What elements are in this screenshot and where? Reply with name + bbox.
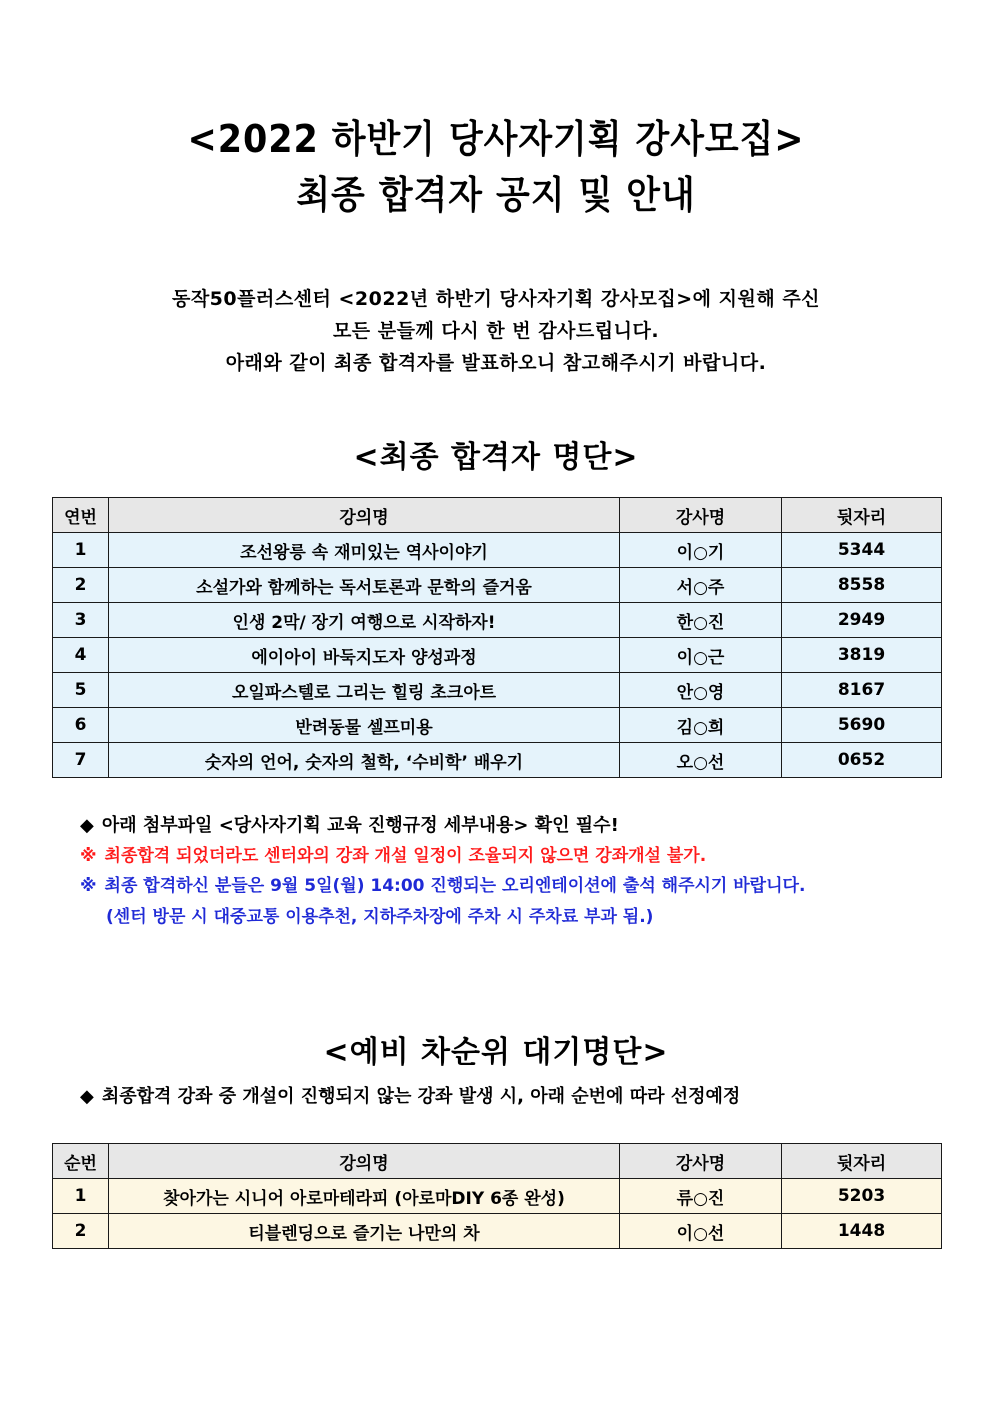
row-instructor: 이○기: [620, 533, 782, 568]
reserve-list-subtitle: [80, 1088, 740, 1106]
orientation-note-text: 최종 합격하신 분들은 9월 5일(월) 14:00 진행되는 오리엔테이션에 출석 해주시기 바랍니다.: [104, 876, 806, 896]
row-lecture: 오일파스텔로 그리는 힐링 초크아트: [109, 673, 620, 708]
diamond-bullet-icon: ◆: [80, 815, 94, 836]
row-digits: 1448: [782, 1214, 942, 1249]
row-instructor: 안○영: [620, 673, 782, 708]
header-instructor: 강사명: [620, 1144, 782, 1179]
row-no: 6: [53, 708, 109, 743]
row-digits: 8558: [782, 568, 942, 603]
attachment-note: [80, 817, 619, 835]
row-digits: 5690: [782, 708, 942, 743]
reference-mark-icon: ※: [80, 876, 97, 896]
table-row: [53, 1179, 942, 1214]
table-row: [53, 673, 942, 708]
row-digits: 3819: [782, 638, 942, 673]
attachment-note-text: 아래 첨부파일 <당사자기획 교육 진행규정 세부내용> 확인 필수!: [101, 815, 619, 836]
row-lecture: 인생 2막/ 장기 여행으로 시작하자!: [109, 603, 620, 638]
reserve-list-table: [52, 1143, 942, 1249]
row-lecture: 에이아이 바둑지도자 양성과정: [109, 638, 620, 673]
row-lecture: 찾아가는 시니어 아로마테라피 (아로마DIY 6종 완성): [109, 1179, 620, 1214]
table-header-row: [53, 1144, 942, 1179]
header-lecture: 강의명: [109, 1144, 620, 1179]
row-instructor: 이○선: [620, 1214, 782, 1249]
table-row: [53, 638, 942, 673]
row-instructor: 오○선: [620, 743, 782, 778]
header-digits: 뒷자리: [782, 1144, 942, 1179]
header-no: 순번: [53, 1144, 109, 1179]
row-digits: 5203: [782, 1179, 942, 1214]
row-no: 2: [53, 1214, 109, 1249]
row-no: 7: [53, 743, 109, 778]
header-no: 연번: [53, 498, 109, 533]
intro-line1: 동작50플러스센터 <2022년 하반기 당사자기획 강사모집>에 지원해 주신: [171, 288, 821, 310]
intro-line3: 아래와 같이 최종 합격자를 발표하오니 참고해주시기 바랍니다.: [225, 352, 767, 374]
row-digits: 0652: [782, 743, 942, 778]
parking-note: (센터 방문 시 대중교통 이용추천, 지하주차장에 주차 시 주차료 부과 됨.): [106, 907, 654, 927]
row-lecture: 조선왕릉 속 재미있는 역사이야기: [109, 533, 620, 568]
table-row: [53, 1214, 942, 1249]
table-row: [53, 533, 942, 568]
warning-note: [80, 848, 706, 865]
row-no: 5: [53, 673, 109, 708]
table-row: [53, 568, 942, 603]
table-header-row: [53, 498, 942, 533]
reserve-list-title: <예비 차순위 대기명단>: [323, 1035, 669, 1070]
header-lecture: 강의명: [109, 498, 620, 533]
row-no: 4: [53, 638, 109, 673]
row-instructor: 이○근: [620, 638, 782, 673]
row-lecture: 숫자의 언어, 숫자의 철학, ‘수비학’ 배우기: [109, 743, 620, 778]
row-digits: 8167: [782, 673, 942, 708]
row-lecture: 반려동물 셀프미용: [109, 708, 620, 743]
diamond-bullet-icon: ◆: [80, 1086, 94, 1107]
final-list-title: <최종 합격자 명단>: [353, 440, 639, 475]
reserve-subtitle-text: 최종합격 강좌 중 개설이 진행되지 않는 강좌 발생 시, 아래 순번에 따라 선정예정: [101, 1086, 741, 1107]
table-row: [53, 708, 942, 743]
intro-line2: 모든 분들께 다시 한 번 감사드립니다.: [332, 320, 660, 342]
row-instructor: 서○주: [620, 568, 782, 603]
row-digits: 2949: [782, 603, 942, 638]
table-row: [53, 743, 942, 778]
row-no: 2: [53, 568, 109, 603]
row-digits: 5344: [782, 533, 942, 568]
table-row: [53, 603, 942, 638]
document-title-line2: 최종 합격자 공지 및 안내: [296, 173, 696, 217]
row-no: 1: [53, 533, 109, 568]
header-instructor: 강사명: [620, 498, 782, 533]
row-lecture: 티블렌딩으로 즐기는 나만의 차: [109, 1214, 620, 1249]
row-instructor: 한○진: [620, 603, 782, 638]
row-instructor: 김○희: [620, 708, 782, 743]
reference-mark-icon: ※: [80, 846, 97, 866]
row-no: 1: [53, 1179, 109, 1214]
row-no: 3: [53, 603, 109, 638]
warning-note-text: 최종합격 되었더라도 센터와의 강좌 개설 일정이 조율되지 않으면 강좌개설 불가.: [104, 846, 707, 866]
header-digits: 뒷자리: [782, 498, 942, 533]
final-list-table: [52, 497, 942, 778]
row-lecture: 소설가와 함께하는 독서토론과 문학의 즐거움: [109, 568, 620, 603]
row-instructor: 류○진: [620, 1179, 782, 1214]
orientation-note: [80, 878, 805, 895]
document-title-line1: <2022 하반기 당사자기획 강사모집>: [187, 117, 805, 161]
